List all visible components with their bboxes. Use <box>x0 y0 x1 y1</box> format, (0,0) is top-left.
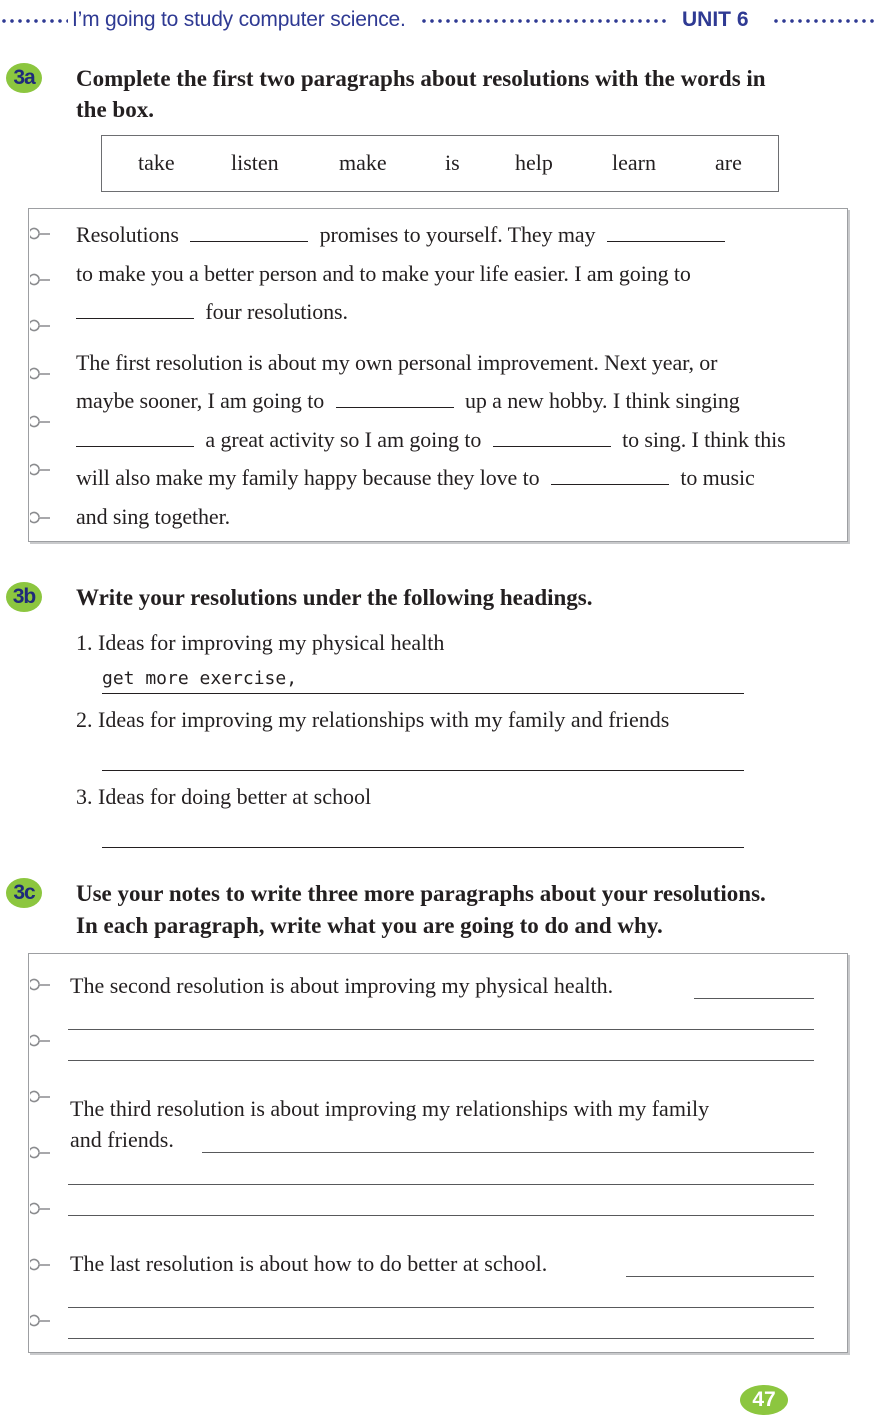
prompt-second-resolution: The second resolution is about improving my physical health. <box>70 973 614 998</box>
notebook-panel-3c <box>28 953 848 1353</box>
text-segment: four resolutions. <box>205 299 348 324</box>
fill-blank-3[interactable] <box>76 300 194 319</box>
writing-line[interactable] <box>68 1184 814 1185</box>
fill-blank-2[interactable] <box>607 223 725 242</box>
text-segment: promises to yourself. They may <box>319 222 596 247</box>
header-dots-right <box>772 14 876 28</box>
spiral-ring-icon <box>30 510 52 526</box>
spiral-ring-icon <box>30 366 52 382</box>
paragraph-2-line-1: The first resolution is about my own personal improvement. Next year, or <box>76 350 718 375</box>
text-segment: to sing. I think this <box>622 427 786 452</box>
spiral-ring-icon <box>30 414 52 430</box>
word-box-item: help <box>515 150 553 175</box>
header-dots-left <box>0 14 68 28</box>
page-number: 47 <box>740 1385 788 1415</box>
exercise-badge-3c: 3c <box>6 878 42 908</box>
fill-blank-1[interactable] <box>190 223 308 242</box>
paragraph-2-line-5: and sing together. <box>76 504 231 529</box>
spiral-ring-icon <box>30 1257 52 1273</box>
instruction-3c-line1: Use your notes to write three more paragraphs about your resolutions. <box>76 881 766 906</box>
header-dots-middle <box>420 14 670 28</box>
paragraph-1-line-2: to make you a better person and to make your life easier. I am going to <box>76 261 691 286</box>
heading-item-1: 1. Ideas for improving my physical health <box>76 630 445 655</box>
prompt-third-resolution-line1: The third resolution is about improving my relationships with my family <box>70 1096 710 1121</box>
heading-item-2: 2. Ideas for improving my relationships with my family and friends <box>76 707 670 732</box>
word-box <box>101 135 779 192</box>
word-box-item: make <box>339 150 387 175</box>
text-segment: to music <box>680 465 755 490</box>
spiral-ring-icon <box>30 1145 52 1161</box>
page-header <box>0 6 876 38</box>
paragraph-1-line-3 <box>76 299 348 325</box>
spiral-ring-icon <box>30 318 52 334</box>
exercise-badge-3a: 3a <box>6 63 42 93</box>
word-box-item: are <box>715 150 742 175</box>
paragraph-2-line-2 <box>76 388 740 414</box>
answer-line-1[interactable] <box>102 693 744 694</box>
word-box-item: is <box>445 150 460 175</box>
fill-blank-4[interactable] <box>336 389 454 408</box>
exercise-badge-3b: 3b <box>6 582 42 612</box>
spiral-ring-icon <box>30 226 52 242</box>
spiral-ring-icon <box>30 977 52 993</box>
writing-line[interactable] <box>68 1060 814 1061</box>
fill-blank-7[interactable] <box>551 466 669 485</box>
writing-line[interactable] <box>68 1029 814 1030</box>
unit-label: UNIT 6 <box>682 8 749 31</box>
paragraph-1-line-1 <box>76 222 725 248</box>
prompt-last-resolution: The last resolution is about how to do better at school. <box>70 1251 548 1276</box>
fill-blank-5[interactable] <box>76 428 194 447</box>
paragraph-2-line-3 <box>76 427 786 453</box>
word-box-item: take <box>138 150 175 175</box>
spiral-ring-icon <box>30 272 52 288</box>
paragraph-2-line-4 <box>76 465 755 491</box>
handwritten-answer-1[interactable]: get more exercise, <box>102 668 298 689</box>
writing-line[interactable] <box>626 1276 814 1277</box>
text-segment: will also make my family happy because they love to <box>76 465 540 490</box>
text-segment: up a new hobby. I think singing <box>464 388 740 413</box>
writing-line[interactable] <box>202 1152 814 1153</box>
writing-line[interactable] <box>68 1338 814 1339</box>
spiral-ring-icon <box>30 462 52 478</box>
fill-blank-6[interactable] <box>493 428 611 447</box>
header-title: I’m going to study computer science. <box>72 8 406 31</box>
spiral-ring-icon <box>30 1201 52 1217</box>
instruction-3a-line1: Complete the first two paragraphs about resolutions with the words in <box>76 66 766 91</box>
writing-line[interactable] <box>68 1215 814 1216</box>
instruction-3b: Write your resolutions under the following headings. <box>76 585 593 610</box>
text-segment: a great activity so I am going to <box>205 427 482 452</box>
spiral-ring-icon <box>30 1089 52 1105</box>
spiral-ring-icon <box>30 1033 52 1049</box>
word-box-item: learn <box>612 150 656 175</box>
heading-item-3: 3. Ideas for doing better at school <box>76 784 372 809</box>
writing-line[interactable] <box>694 998 814 999</box>
instruction-3a-line2: the box. <box>76 97 154 122</box>
word-box-item: listen <box>231 150 279 175</box>
answer-line-2[interactable] <box>102 770 744 771</box>
writing-line[interactable] <box>68 1307 814 1308</box>
prompt-third-resolution-line2: and friends. <box>70 1127 174 1152</box>
spiral-ring-icon <box>30 1313 52 1329</box>
text-segment: Resolutions <box>76 222 179 247</box>
answer-line-3[interactable] <box>102 847 744 848</box>
text-segment: maybe sooner, I am going to <box>76 388 325 413</box>
instruction-3c-line2: In each paragraph, write what you are going to do and why. <box>76 913 663 938</box>
